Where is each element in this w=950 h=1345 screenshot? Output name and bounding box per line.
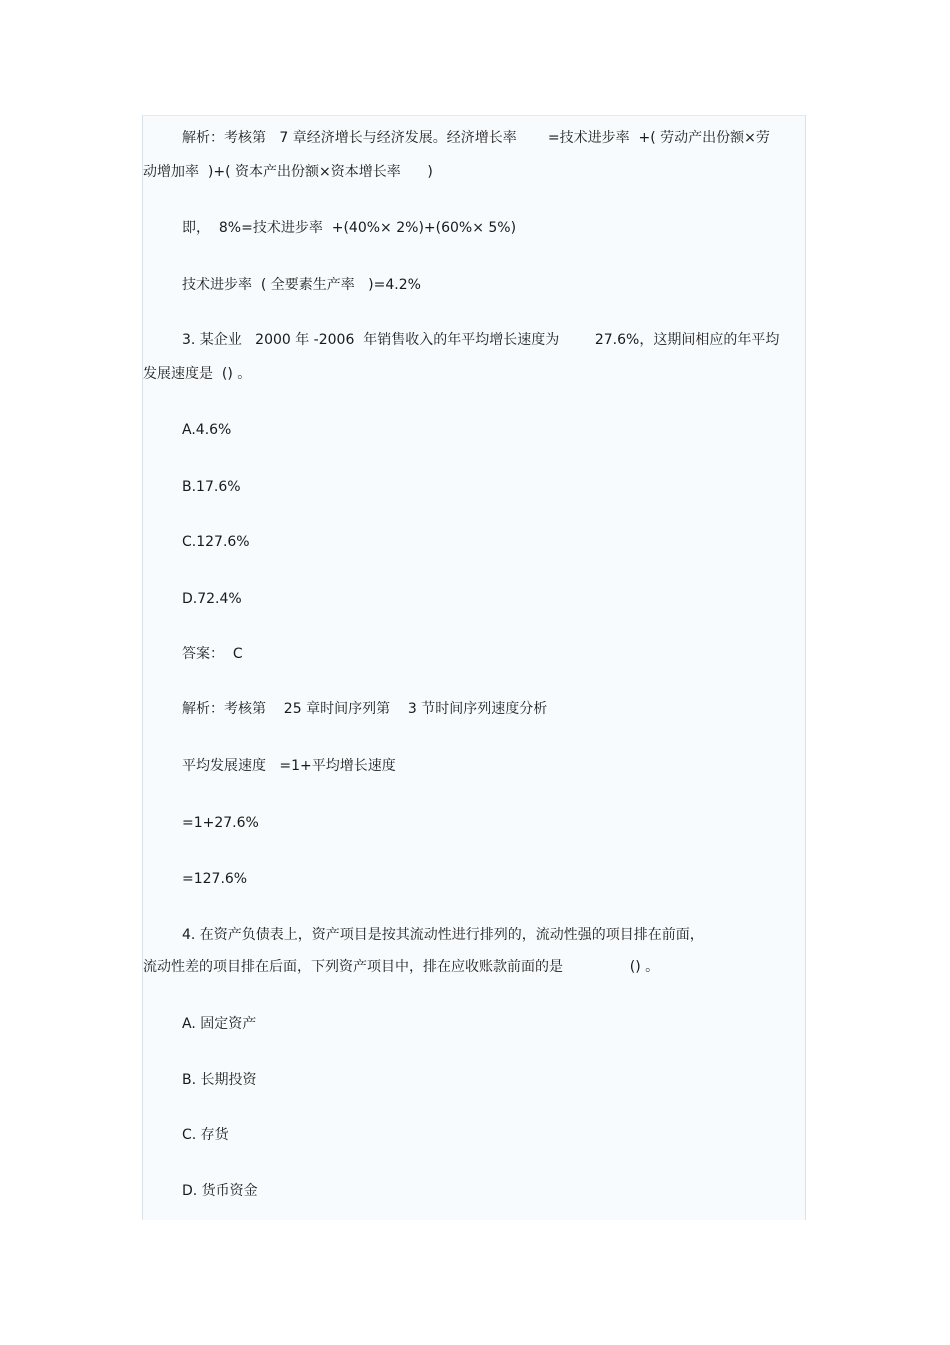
analysis-q2-line2: 动增加率 )+( 资本产出份额×资本增长率 ) xyxy=(143,164,433,180)
question-4-line2: 流动性差的项目排在后面，下列资产项目中，排在应收账款前面的是 () 。 xyxy=(143,959,660,975)
q3-option-c: C.127.6% xyxy=(182,534,250,550)
q3-calc-step1: =1+27.6% xyxy=(182,815,259,831)
q3-option-a: A.4.6% xyxy=(182,422,232,438)
tfp-result: 技术进步率 ( 全要素生产率 )=4.2% xyxy=(182,277,421,293)
q4-option-c: C. 存货 xyxy=(182,1127,229,1143)
q3-formula: 平均发展速度 =1+平均增长速度 xyxy=(182,758,396,774)
q3-answer: 答案： C xyxy=(182,646,243,662)
question-4-line1: 4. 在资产负债表上，资产项目是按其流动性进行排列的，流动性强的项目排在前面， xyxy=(182,927,704,943)
q3-option-b: B.17.6% xyxy=(182,479,241,495)
q3-option-d: D.72.4% xyxy=(182,591,242,607)
question-3-line2: 发展速度是 () 。 xyxy=(143,366,252,382)
q4-option-a: A. 固定资产 xyxy=(182,1016,257,1032)
analysis-q2-line1: 解析：考核第 7 章经济增长与经济发展。经济增长率 =技术进步率 +( 劳动产出份额×劳 xyxy=(182,130,770,146)
q4-option-b: B. 长期投资 xyxy=(182,1072,257,1088)
question-3-line1: 3. 某企业 2000 年 -2006 年销售收入的年平均增长速度为 27.6%，这期间相应的年平均 xyxy=(182,332,780,348)
q4-option-d: D. 货币资金 xyxy=(182,1183,258,1199)
equation-line: 即， 8%=技术进步率 +(40%× 2%)+(60%× 5%) xyxy=(182,220,517,236)
q3-calc-step2: =127.6% xyxy=(182,871,248,887)
q3-analysis: 解析：考核第 25 章时间序列第 3 节时间序列速度分析 xyxy=(182,701,548,717)
